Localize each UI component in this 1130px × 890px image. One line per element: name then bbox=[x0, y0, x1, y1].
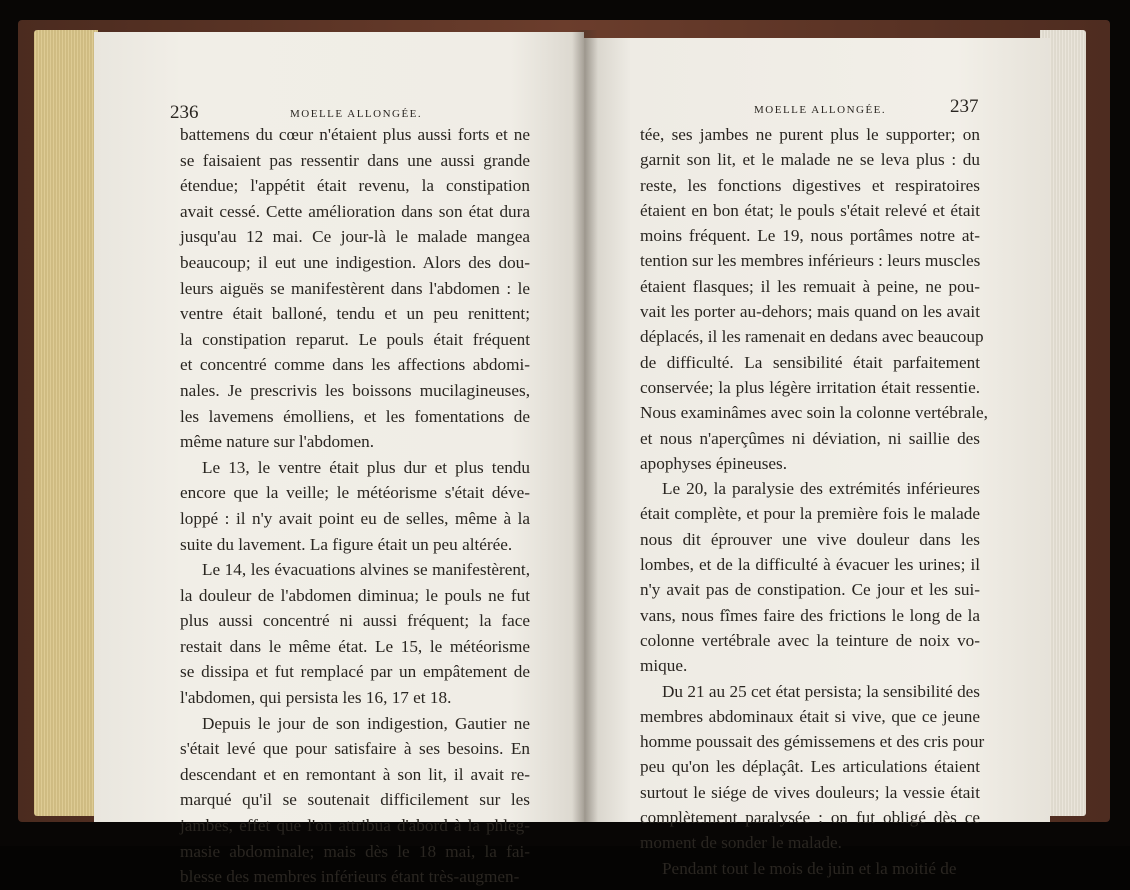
page-number-left: 236 bbox=[170, 102, 199, 123]
text-line: jusqu'au 12 mai. Ce jour-là le malade mangea bbox=[180, 227, 530, 247]
text-line: Pendant tout le mois de juin et la moitié de bbox=[662, 858, 957, 878]
text-line: battemens du cœur n'étaient plus aussi forts et ne bbox=[180, 125, 530, 144]
left-page-text bbox=[180, 122, 530, 890]
text-line: Du 21 au 25 cet état persista; la sensibilité des bbox=[662, 681, 980, 701]
right-page bbox=[584, 38, 1050, 878]
text-line: colonne vertébrale avec la teinture de noix vo- bbox=[640, 630, 980, 650]
text-line: blesse des membres inférieurs étant très-augmen- bbox=[180, 867, 520, 887]
text-line: homme poussait des gémissemens et des cris pour bbox=[640, 732, 985, 752]
text-line: Le 20, la paralysie des extrémités inférieures bbox=[662, 479, 980, 499]
text-line: Le 13, le ventre était plus dur et plus tendu bbox=[202, 457, 530, 477]
text-line: moment de sonder le malade. bbox=[640, 833, 842, 853]
text-line: marqué qu'il se soutenait difficilement sur les bbox=[180, 790, 530, 810]
text-line: loppé : il n'y avait point eu de selles, même à la bbox=[180, 508, 530, 528]
text-line: surtout le siége de vives douleurs; la vessie était bbox=[640, 782, 980, 802]
text-line: s'était levé que pour satisfaire à ses besoins. En bbox=[180, 739, 530, 759]
text-line: nales. Je prescrivis les boissons mucilagineuses, bbox=[180, 380, 530, 400]
gilt-page-edges bbox=[34, 30, 98, 816]
text-line: lombes, et de la difficulté à évacuer les urines; il bbox=[640, 555, 980, 575]
text-line: reste, les fonctions digestives et respiratoires bbox=[640, 175, 980, 195]
text-line: la douleur de l'abdomen diminua; le pouls ne fut bbox=[180, 585, 530, 605]
text-line: tée, ses jambes ne purent plus le supporter; on bbox=[640, 125, 980, 144]
text-line: n'y avait pas de constipation. Ce jour et les sui- bbox=[640, 580, 980, 600]
text-line: et concentré comme dans les affections abdomi- bbox=[180, 355, 530, 375]
text-line: encore que la veille; le météorisme s'était déve- bbox=[180, 483, 530, 503]
running-title-left: MOELLE ALLONGÉE. bbox=[290, 108, 423, 120]
text-line: complètement paralysée : on fut obligé dès ce bbox=[640, 808, 980, 828]
text-line: tention sur les membres inférieurs : leurs muscles bbox=[640, 251, 981, 271]
text-line: Depuis le jour de son indigestion, Gautier ne bbox=[202, 713, 530, 733]
text-line: leurs aiguës se manifestèrent dans l'abdomen : le bbox=[180, 278, 530, 298]
text-line: peu qu'on les déplaçât. Les articulations étaient bbox=[640, 757, 980, 777]
text-line: vait les porter au-dehors; mais quand on les avait bbox=[640, 302, 980, 322]
text-line: avait cessé. Cette amélioration dans son état dura bbox=[180, 201, 530, 221]
text-line: beaucoup; il eut une indigestion. Alors des dou- bbox=[180, 252, 530, 272]
text-line: étaient flasques; il les remuait à peine, ne pou- bbox=[640, 276, 980, 296]
page-number-right: 237 bbox=[950, 96, 979, 117]
running-title-right: MOELLE ALLONGÉE. bbox=[754, 104, 887, 116]
text-line: étaient en bon état; le pouls s'était relevé et était bbox=[640, 200, 980, 220]
text-line: descendant et en remontant à son lit, il avait re- bbox=[180, 764, 530, 784]
text-line: garnit son lit, et le malade ne se leva plus : du bbox=[640, 150, 980, 170]
text-line: déplacés, il les ramenait en dedans avec beaucoup bbox=[640, 327, 984, 347]
text-line: se faisaient pas ressentir dans une aussi grande bbox=[180, 150, 530, 170]
text-line: étendue; l'appétit était revenu, la constipation bbox=[180, 176, 530, 196]
text-line: restait dans le même état. Le 15, le météorisme bbox=[180, 636, 530, 656]
text-line: suite du lavement. La figure était un peu altérée. bbox=[180, 534, 513, 554]
text-line: ventre était balloné, tendu et un peu renittent; bbox=[180, 304, 530, 324]
text-line: plus aussi concentré ni aussi fréquent; la face bbox=[180, 611, 530, 631]
text-line: de difficulté. La sensibilité était parfaitement bbox=[640, 352, 980, 372]
text-line: masie abdominale; mais dès le 18 mai, la fai- bbox=[180, 841, 530, 861]
text-line: conservée; la plus légère irritation était ressentie. bbox=[640, 377, 980, 397]
text-line: apophyses épineuses. bbox=[640, 453, 788, 473]
text-line: et nous n'aperçûmes ni déviation, ni saillie des bbox=[640, 428, 980, 448]
text-line: était complète, et pour la première fois le malade bbox=[640, 504, 980, 524]
text-line: jambes, effet que l'on attribua d'abord à la phleg- bbox=[180, 816, 530, 836]
text-line: même nature sur l'abdomen. bbox=[180, 432, 375, 452]
text-line: la constipation reparut. Le pouls était fréquent bbox=[180, 329, 530, 349]
text-line: Le 14, les évacuations alvines se manifestèrent, bbox=[202, 560, 530, 580]
text-line: membres abdominaux était si vive, que ce jeune bbox=[640, 706, 980, 726]
text-line: nous dit éprouver une vive douleur dans les bbox=[640, 529, 980, 549]
book-gutter bbox=[572, 30, 598, 822]
text-line: les lavemens émolliens, et les fomentations de bbox=[180, 406, 530, 426]
text-line: moins fréquent. Le 19, nous portâmes notre at- bbox=[640, 226, 980, 246]
right-page-text bbox=[640, 122, 988, 881]
text-line: l'abdomen, qui persista les 16, 17 et 18. bbox=[180, 688, 452, 708]
text-line: vans, nous fîmes faire des frictions le long de la bbox=[640, 605, 980, 625]
text-line: mique. bbox=[640, 656, 688, 676]
left-page bbox=[94, 32, 584, 887]
text-line: se dissipa et fut remplacé par un empâtement de bbox=[180, 662, 530, 682]
text-line: Nous examinâmes avec soin la colonne vertébrale, bbox=[640, 403, 988, 423]
